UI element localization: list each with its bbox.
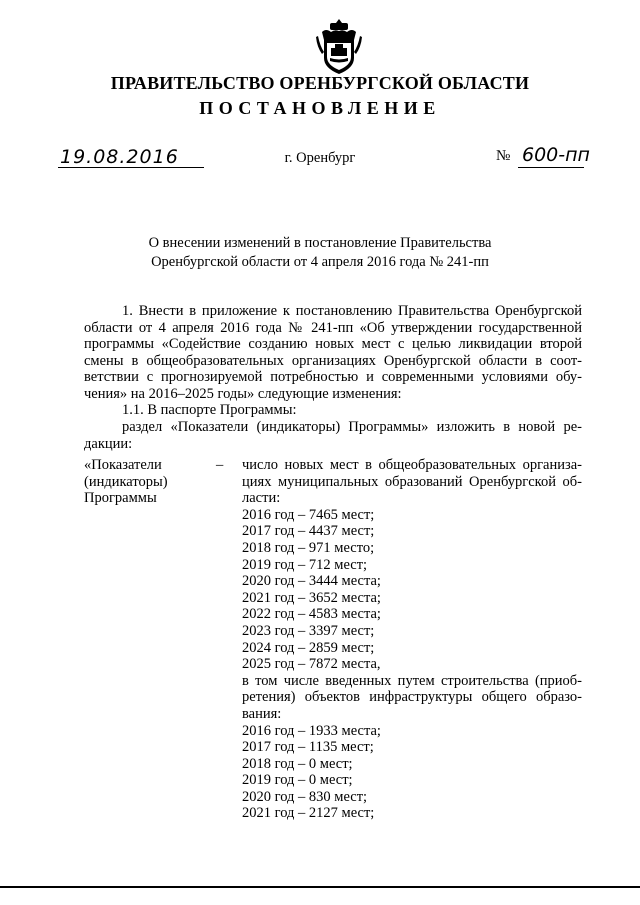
paragraph-1-1: 1.1. В паспорте Программы: — [122, 402, 297, 418]
year-row: 2016 год – 7465 мест; — [242, 506, 375, 523]
year-row: 2018 год – 0 мест; — [242, 755, 353, 772]
text-line: 1. Внести в приложение к постановлению Правительства Оренбургской — [122, 303, 582, 319]
subject-line: Оренбургской области от 4 апреля 2016 года № 241-пп — [151, 254, 489, 270]
year-row: 2017 год – 1135 мест; — [242, 739, 374, 756]
year-row: 2021 год – 3652 места; — [242, 589, 381, 606]
document-subject — [0, 234, 640, 272]
government-title: ПРАВИТЕЛЬСТВО ОРЕНБУРГСКОЙ ОБЛАСТИ — [110, 73, 530, 93]
label-dash: – — [216, 457, 224, 473]
orenburg-coat-of-arms-icon — [316, 18, 362, 76]
text-line: дакции: — [84, 435, 133, 452]
year-row: 2020 год – 830 мест; — [242, 788, 368, 805]
label-line: «Показатели — [84, 457, 162, 473]
text-line: программы «Содействие созданию новых мест с целью ликвидации второй — [84, 336, 582, 352]
paragraph-section — [84, 419, 582, 452]
paragraph-1 — [84, 303, 582, 402]
text-line: в том числе введенных путем строительства (приоб- — [242, 672, 582, 689]
document-city: г. Оренбург — [284, 150, 356, 166]
year-row: 2020 год – 3444 места; — [242, 573, 381, 590]
text-line: области от 4 апреля 2016 года № 241-пп «Об утверждении государственной — [84, 319, 582, 336]
text-line: ласти: — [242, 490, 281, 507]
year-row: 2022 год – 4583 места; — [242, 606, 381, 623]
year-row: 2024 год – 2859 мест; — [242, 639, 375, 656]
number-sign: № — [496, 148, 511, 164]
label-line: Программы — [84, 490, 157, 506]
text-line: ветствии с прогнозируемой потребностью и современными условиями обу- — [84, 369, 582, 385]
document-number: 600-пп — [522, 144, 590, 166]
text-line: смены в общеобразовательных организациях Оренбургской области в соот- — [84, 352, 582, 369]
year-row: 2021 год – 2127 мест; — [242, 805, 375, 822]
document-date: 19.08.2016 — [60, 146, 179, 168]
label-line: (индикаторы) — [84, 473, 168, 490]
number-underline — [518, 167, 584, 168]
subject-line: О внесении изменений в постановление Правительства — [148, 235, 492, 251]
year-row: 2017 год – 4437 мест; — [242, 523, 375, 540]
text-line: ретения) объектов инфраструктуры общего образо- — [242, 689, 582, 706]
passport-value — [242, 457, 582, 822]
text-line: чения» на 2016–2025 годы» следующие изменения: — [84, 385, 402, 402]
text-line: циях муниципальных образований Оренбургской об- — [242, 473, 582, 490]
passport-label — [84, 457, 204, 507]
document-type: ПОСТАНОВЛЕНИЕ — [199, 98, 441, 118]
year-row: 2025 год – 7872 места, — [242, 656, 381, 673]
year-row: 2019 год – 0 мест; — [242, 772, 353, 789]
page-bottom-rule — [0, 886, 640, 888]
year-row: 2023 год – 3397 мест; — [242, 622, 375, 639]
year-row: 2016 год – 1933 места; — [242, 722, 381, 739]
year-row: 2018 год – 971 место; — [242, 539, 375, 556]
text-line: раздел «Показатели (индикаторы) Программы» изложить в новой ре- — [122, 419, 582, 435]
text-line: вания: — [242, 705, 282, 722]
text-line: число новых мест в общеобразовательных организа- — [242, 457, 582, 473]
year-row: 2019 год – 712 мест; — [242, 556, 368, 573]
date-underline — [58, 167, 204, 168]
